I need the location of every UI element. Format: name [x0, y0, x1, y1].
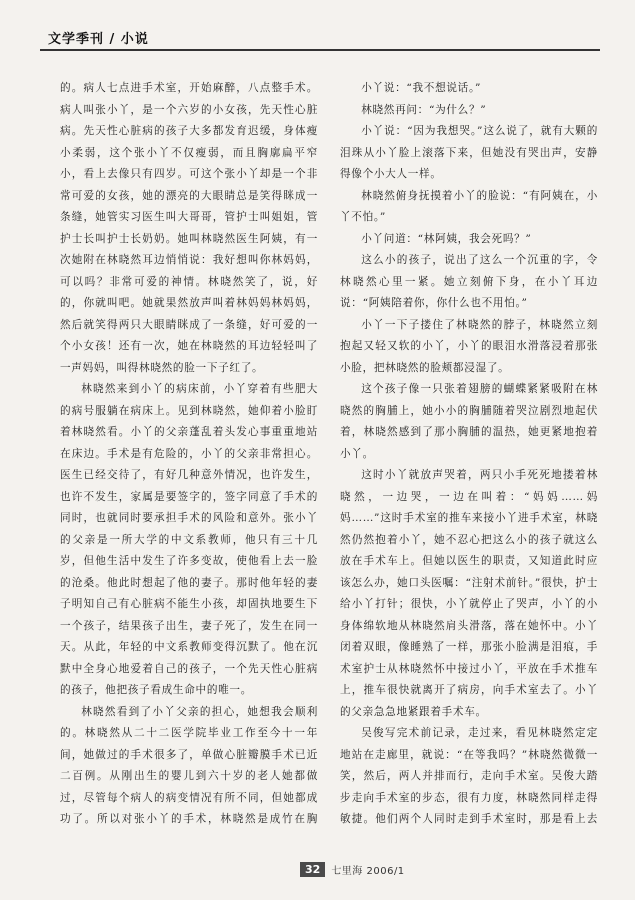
paragraph: 这个孩子像一只张着翅膀的蝴蝶紧紧吸附在林晓然的胸脯上，她小小的胸脯随着哭泣剧烈地起伏着，林晓然感到了那小胸脯的温热，她更紧地抱着小丫。	[340, 383, 598, 460]
issue-label: 七里海 2006/1	[331, 865, 405, 877]
paragraph: 小丫说：“因为我想哭。”这么说了，就有大颗的泪珠从小丫脸上滚落下来，但她没有哭出声，安静得像个小大人一样。	[340, 125, 598, 180]
paragraph: 这时小丫就放声哭着，两只小手死死地搂着林晓然，一边哭，一边在叫着：“妈妈……妈妈……”这时手术室的推车来接小丫进手术室，林晓然仍然抱着小丫，她不忍心把这么小的孩子就这么放在手术车上。但她以医生的职责，又知道此时应该怎么办，她口头医嘱：“注射术前针。”很快，护士给小丫打针；很快，小丫就停止了哭声，小丫的小身体绵软地从林晓然肩头滑落，落在她怀中。小丫闭着双眼，像睡熟了一样，那张小脸满是泪痕，手术室护士从林晓然怀中接过小丫，平放在手术推车上，推车很快就离开了病房，向手术室去了。小丫的父亲急急地紧跟着手术车。	[340, 469, 598, 718]
left-text-column	[60, 78, 318, 833]
paragraph: 小丫一下子搂住了林晓然的脖子，林晓然立刻抱起又轻又软的小丫，小丫的眼泪水滑落浸着那张小脸，把林晓然的脸颊都浸湿了。	[340, 318, 598, 374]
section-title: 文学季刊 / 小说	[48, 32, 149, 47]
right-text-column	[340, 78, 598, 833]
paragraph: 的。病人七点进手术室，开始麻醉，八点整手术。病人叫张小丫，是一个六岁的小女孩，先天性心脏病。先天性心脏病的孩子大多都发育迟缓，身体瘦小柔弱，这个张小丫不仅瘦弱，而且胸廓扁平窄小，看上去像只有四岁。可这个张小丫却是一个非常可爱的女孩，她的漂亮的大眼睛总是笑得眯成一条缝，她管实习医生叫大哥哥，管护士叫姐姐，管护士长叫护士长奶奶。她叫林晓然医生阿姨，有一次她附在林晓然耳边悄悄说：我好想叫你林妈妈，可以吗？非常可爱的神情。林晓然笑了，说，好的，你就叫吧。她就果然放声叫着林妈妈林妈妈，然后就笑得两只大眼睛眯成了一条缝，好可爱的一个小女孩！还有一次，她在林晓然的耳边轻轻叫了一声妈妈，叫得林晓然的脸一下子红了。	[60, 82, 318, 374]
page-footer	[300, 860, 405, 878]
paragraph: 林晓然看到了小丫父亲的担心，她想我会顺利的。林晓然从二十二医学院毕业工作至今十一年间，她做过的手术很多了，单做心脏瓣膜手术已近二百例。从刚出生的婴儿到六十岁的老人她都做过，尽管每个病人的病变情况有所不同，但她都成功了。所以对张小丫的手术，林晓然是成竹在胸	[60, 705, 318, 825]
header-rule	[40, 49, 600, 51]
paragraph: 林晓然再问：“为什么？”	[361, 103, 487, 116]
page-number: 32	[300, 862, 325, 877]
paragraph: 小丫说：“我不想说话。”	[361, 82, 482, 94]
paragraph: 小丫问道：“林阿姨，我会死吗？”	[361, 232, 532, 245]
paragraph: 林晓然来到小丫的病床前，小丫穿着有些肥大的病号服躺在病床上。见到林晓然，她仰着小脸盯着林晓然看。小丫的父亲蓬乱着头发心事重重地站在床边。手术是有危险的，小丫的父亲非常担心。医生已经交待了，有好几种意外情况，也许发生，也许不发生，家属是要签字的，签字同意了手术的同时，也就同时要承担手术的风险和意外。张小丫的父亲是一所大学的中文系教师，他只有三十几岁，但他生活中发生了许多变故，使他看上去一脸的沧桑。他此时想起了他的妻子。那时他年轻的妻子明知自己有心脏病不能生小孩，却固执地要生下一个孩子，结果孩子出生，妻子死了，发生在同一天。从此，年轻的中文系教师变得沉默了。他在沉默中全身心地爱着自己的孩子，一个先天性心脏病的孩子，他把孩子看成生命中的唯一。	[60, 383, 318, 696]
page-header	[40, 14, 600, 54]
paragraph: 吴俊写完术前记录，走过来，看见林晓然定定地站在走廊里，就说：“在等我吗？”林晓然微微一笑，然后，两人并排而行，走向手术室。吴俊大踏步走向手术室的步态，很有力度，林晓然同样走得敏捷。他们两个人同时走到手术室时，那是看上去	[340, 727, 598, 825]
paragraph: 林晓然俯身抚摸着小丫的脸说：“有阿姨在，小丫不怕。”	[340, 189, 598, 223]
paragraph: 这么小的孩子，说出了这么一个沉重的字，令林晓然心里一紧。她立刻俯下身，在小丫耳边说：“阿姨陪着你，你什么也不用怕。”	[340, 254, 598, 309]
